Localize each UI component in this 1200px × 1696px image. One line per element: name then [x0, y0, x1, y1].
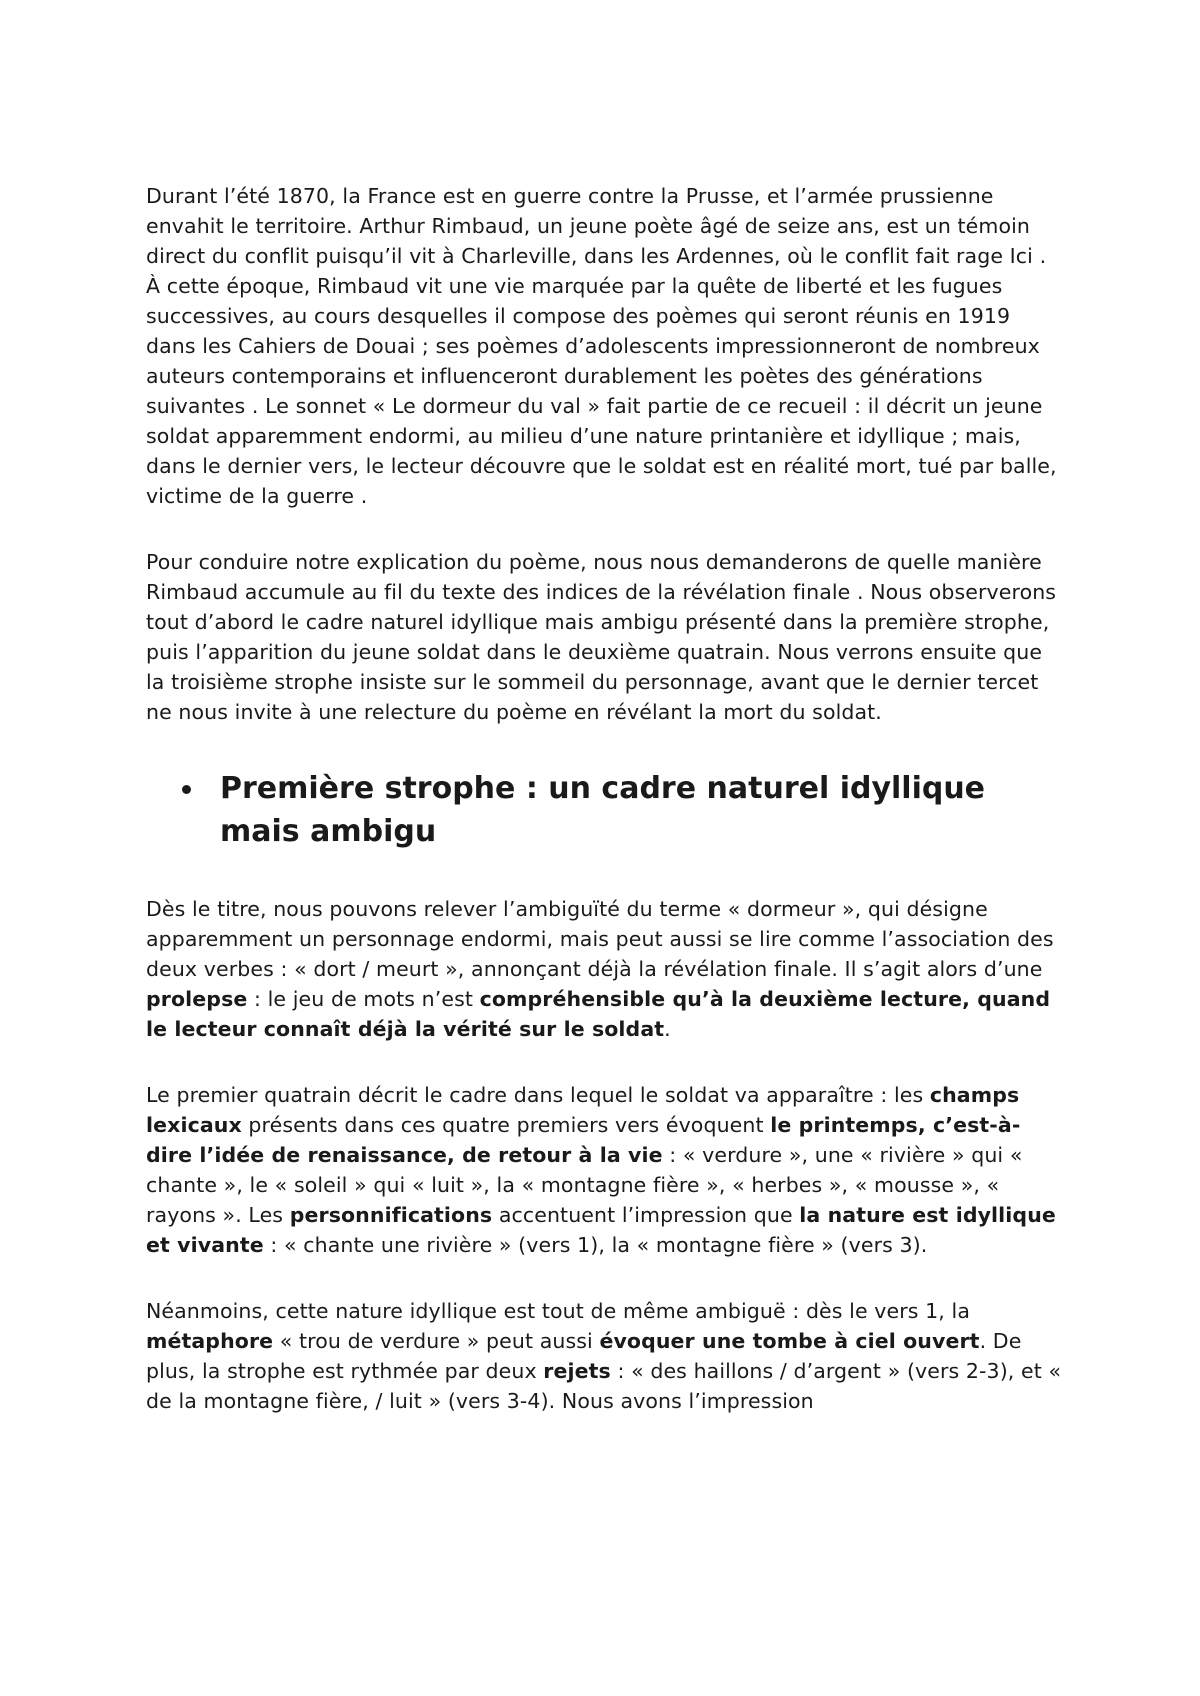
text-run: « trou de verdure » peut aussi: [273, 1329, 600, 1353]
section-heading-list: [146, 767, 1066, 853]
bold-term: compréhensible qu’à la deuxième lecture, quand le lecteur connaît déjà la vérité sur le soldat: [146, 987, 1051, 1041]
section1-paragraph-3: [146, 1296, 1066, 1416]
bold-term: rejets: [543, 1359, 611, 1383]
bold-term: métaphore: [146, 1329, 274, 1353]
text-run: : le jeu de mots n’est: [247, 987, 480, 1011]
text-run: Néanmoins, cette nature idyllique est tout de même ambiguë : dès le vers 1, la: [146, 1299, 970, 1323]
text-run: Pour conduire notre explication du poème, nous nous demanderons de quelle manière Rimbaud accumule au fil du texte des indices de la révélation finale . Nous observerons tout d’abord le cadre naturel idyllique mais ambigu présenté dans la première strophe, puis l’apparition du jeune soldat dans le deuxième quatrain. Nous verrons ensuite que la troisième strophe insiste sur le sommeil du personnage, avant que le dernier tercet ne nous invite à une relecture du poème en révélant la mort du soldat.: [146, 550, 1057, 724]
text-run: : « chante une rivière » (vers 1), la « montagne fière » (vers 3).: [263, 1233, 928, 1257]
bullet-icon: [182, 785, 191, 794]
text-run: accentuent l’impression que: [492, 1203, 800, 1227]
text-run: : « verdure », une « rivière » qui « chante », le « soleil » qui « luit », la « montagne fière », « herbes », « mousse », « rayons ». Les: [146, 1143, 1023, 1227]
text-run: Le premier quatrain décrit le cadre dans lequel le soldat va apparaître : les: [146, 1083, 930, 1107]
section1-paragraph-2: [146, 1080, 1066, 1260]
bold-term: champs lexicaux: [146, 1083, 1020, 1137]
document-page: [146, 181, 1066, 1416]
intro-paragraph-2: [146, 547, 1066, 727]
text-run: présents dans ces quatre premiers vers évoquent: [241, 1113, 771, 1137]
bold-term: la nature est idyllique et vivante: [146, 1203, 1056, 1257]
section1-paragraph-1: [146, 894, 1066, 1044]
text-run: Durant l’été 1870, la France est en guerre contre la Prusse, et l’armée prussienne envahit le territoire. Arthur Rimbaud, un jeune poète âgé de seize ans, est un témoin direct du conflit puisqu’il vit à Charleville, dans les Ardennes, où le conflit fait rage Ici . À cette époque, Rimbaud vit une vie marquée par la quête de liberté et les fugues successives, au cours desquelles il compose des poèmes qui seront réunis en 1919 dans les Cahiers de Douai ; ses poèmes d’adolescents impressionneront de nombreux auteurs contemporains et influenceront durablement les poètes des générations suivantes . Le sonnet « Le dormeur du val » fait partie de ce recueil : il décrit un jeune soldat apparemment endormi, au milieu d’une nature printanière et idyllique ; mais, dans le dernier vers, le lecteur découvre que le soldat est en réalité mort, tué par balle, victime de la guerre .: [146, 184, 1057, 508]
text-run: Dès le titre, nous pouvons relever l’ambiguïté du terme « dormeur », qui désigne apparemment un personnage endormi, mais peut aussi se lire comme l’association des deux verbes : « dort / meurt », annonçant déjà la révélation finale. Il s’agit alors d’une: [146, 897, 1054, 981]
section-heading: [146, 767, 1066, 853]
bold-term: évoquer une tombe à ciel ouvert: [599, 1329, 980, 1353]
text-run: . De plus, la strophe est rythmée par deux: [146, 1329, 1022, 1383]
text-run: : « des haillons / d’argent » (vers 2-3), et « de la montagne fière, / luit » (vers 3-4). Nous avons l’impression: [146, 1359, 1062, 1413]
text-run: .: [664, 1017, 671, 1041]
bold-term: personnifications: [289, 1203, 493, 1227]
bold-term: prolepse: [146, 987, 248, 1011]
section-heading-text: Première strophe : un cadre naturel idyllique mais ambigu: [220, 771, 986, 849]
bold-term: le printemps, c’est-à-dire l’idée de renaissance, de retour à la vie: [146, 1113, 1021, 1167]
intro-paragraph-1: [146, 181, 1066, 511]
